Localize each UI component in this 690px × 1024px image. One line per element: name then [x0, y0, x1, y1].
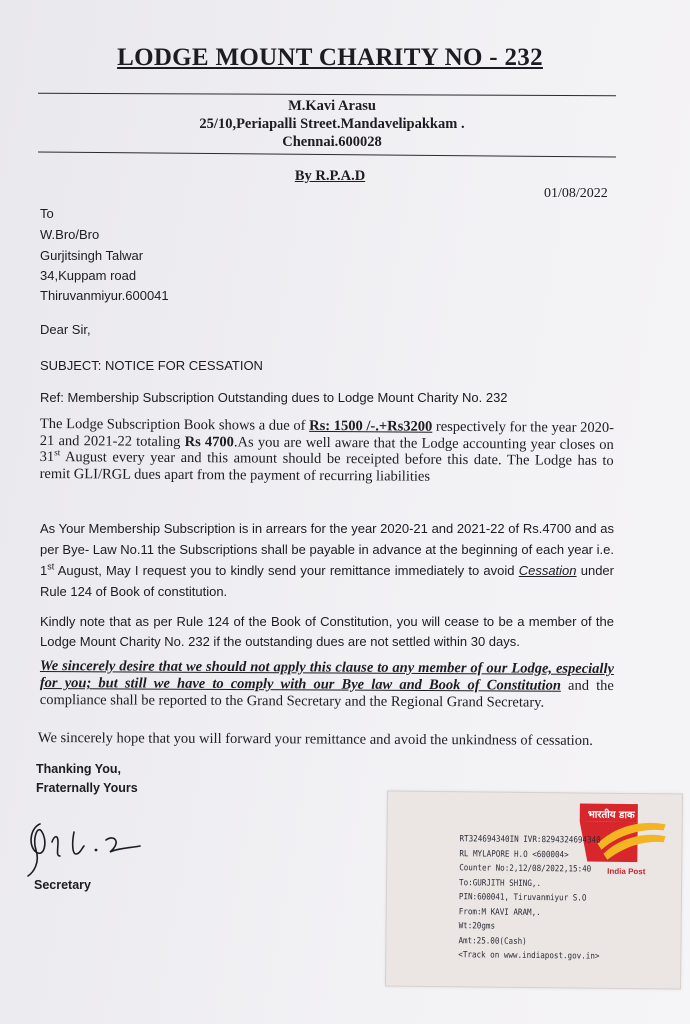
superscript: st [47, 561, 55, 572]
letter-date: 01/08/2022 [544, 186, 608, 201]
paragraph-arrears [40, 518, 614, 602]
subject-line: SUBJECT: NOTICE FOR CESSATION [40, 358, 263, 373]
text: respectively for the year 2020-21 and 2021-22 totaling [39, 418, 614, 450]
receipt-line: <Track on www.indiapost.gov.in> [458, 950, 600, 962]
text: As Your Membership Subscription is in arrears for the year 2020-21 and 2021-22 of Rs.4700 and as per Bye- Law No.11 the Subscriptions shall be payable in advance at the beginning of each year i.e. 1 [40, 521, 614, 578]
text: under Rule 124 of Book of constitution. [40, 563, 614, 599]
total-amount: Rs 4700 [184, 433, 235, 450]
text: The Lodge Subscription Book shows a due of [39, 416, 310, 434]
receipt-line: RT324694340IN IVR:8294324694340 [459, 834, 601, 846]
superscript: st [54, 447, 61, 458]
receipt-line: RL MYLAPORE H.O <600004> [459, 848, 569, 860]
receipt-line: To:GURJITH SHING,. [459, 877, 542, 889]
signature [22, 812, 152, 882]
closing-line: Fraternally Yours [36, 781, 138, 795]
due-amount: Rs: 1500 /-.+Rs3200 [309, 417, 433, 435]
header-rule-top [38, 93, 616, 97]
letterhead-title: LODGE MOUNT CHARITY NO - 232 [117, 44, 543, 71]
signatory-title: Secretary [34, 878, 91, 892]
receipt-line: Amt:25.00(Cash) [458, 935, 527, 947]
recipient-street: 34,Kuppam road [40, 268, 137, 283]
paragraph-dues [40, 416, 614, 486]
recipient-line: To [40, 206, 54, 221]
sender-street: 25/10,Periapalli Street.Mandavelipakkam . [199, 116, 465, 132]
sender-city: Chennai.600028 [282, 134, 382, 150]
paragraph-hope: We sincerely hope that you will forward your remittance and avoid the unkindness of cessation. [37, 730, 593, 749]
cessation-emphasis: Cessation [518, 563, 577, 578]
paragraph-desire [40, 658, 614, 712]
logo-hindi-text: भारतीय डाक [587, 809, 635, 822]
text: August, May I request you to kindly send your remittance immediately to avoid [54, 563, 519, 578]
reference-line: Ref: Membership Subscription Outstanding dues to Lodge Mount Charity No. 232 [40, 390, 508, 405]
text: August every year and this amount should be receipted before this date. The Lodge has to remit GLI/RGL dues apart from the payment of recurring liabilities [39, 449, 614, 485]
receipt-line: From:M KAVI ARAM,. [458, 906, 541, 918]
recipient-name: Gurjitsingh Talwar [40, 248, 144, 263]
recipient-city: Thiruvanmiyur.600041 [40, 288, 169, 303]
postal-receipt [385, 790, 683, 989]
desire-emphasis: We sincerely desire that we should not apply this clause to any member of our Lodge, especially for you; but still we have to comply with our Bye law and Book of Constitution [39, 658, 614, 694]
closing-line: Thanking You, [36, 762, 121, 776]
receipt-line: Counter No:2,12/08/2022,15:40 [459, 863, 592, 875]
recipient-line: W.Bro/Bro [40, 227, 100, 242]
text: .As you are well aware that the Lodge accounting year closes on 31 [39, 433, 614, 466]
receipt-line: PIN:600041, Tiruvanmiyur S.O [458, 892, 587, 904]
sender-name: M.Kavi Arasu [288, 98, 376, 114]
receipt-line: Wt:20gms [458, 921, 496, 932]
receipt-details [458, 832, 601, 964]
header-rule-bottom [38, 151, 616, 157]
delivery-mode: By R.P.A.D [294, 168, 366, 184]
salutation: Dear Sir, [40, 322, 91, 337]
logo-english-text: India Post [607, 866, 646, 877]
text: and the compliance shall be reported to the Grand Secretary and the Regional Grand Secretary. [39, 677, 614, 711]
paragraph-rule-124: Kindly note that as per Rule 124 of the Book of Constitution, you will cease to be a member of the Lodge Mount Charity No. 232 if the outstanding dues are not settled within 30 days. [40, 614, 614, 649]
